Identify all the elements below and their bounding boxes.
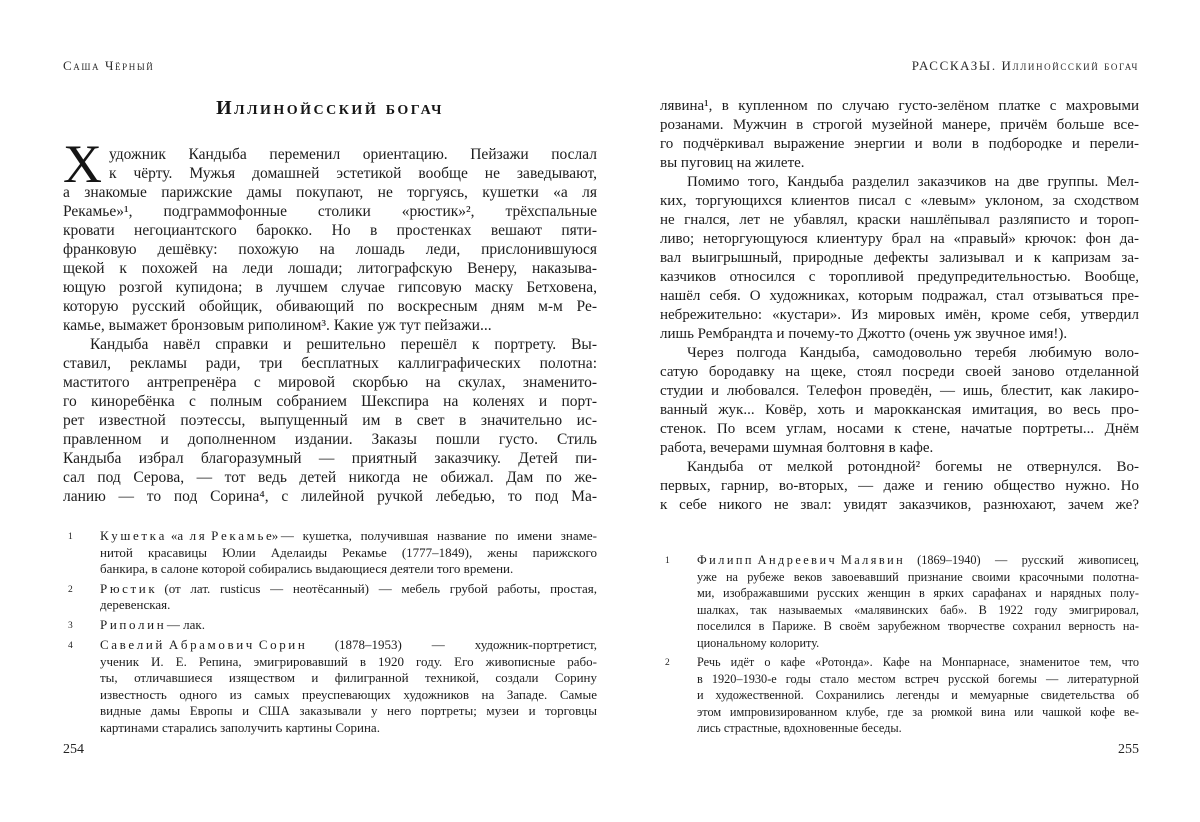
footnotes bbox=[63, 528, 597, 736]
text-line: правленном и дополненном издании. Заказы пошли густо. Стиль bbox=[63, 431, 597, 448]
text-line: го киноребёнка с полным собранием Шекспира на коленях и порт- bbox=[63, 393, 597, 410]
text-line: казчиков относился с торопливой предупредительностью. Вообще, bbox=[660, 269, 1139, 285]
text-line: франковую дешёвку: похожую на лошадь леди, прислонившуюся bbox=[63, 241, 597, 258]
text-line: ставил, рекламы ради, три бесплатных каллиграфических полотна: bbox=[63, 355, 597, 372]
text-line: удожник Кандыба переменил ориентацию. Пейзажи послал bbox=[109, 146, 597, 163]
text-line: сатую бородавку на щеке, стоял посреди своей заново отделанной bbox=[660, 364, 1139, 380]
body-text bbox=[660, 97, 1139, 515]
footnotes bbox=[660, 552, 1139, 737]
text-line: первых, гарнир, во-вторых, — даже и гению общество нужно. Но bbox=[660, 478, 1139, 494]
footnote-text bbox=[100, 617, 597, 635]
body-text bbox=[63, 134, 597, 506]
footnote-marker: 1 bbox=[665, 556, 670, 566]
text-line: вы пуговиц на жилете. bbox=[660, 155, 805, 171]
footnote-text bbox=[697, 552, 1139, 651]
text-line: го подчёркивал выражение энергии и воли в подбородке и перели- bbox=[660, 136, 1139, 152]
footnote bbox=[63, 637, 597, 736]
footnote-line: картинами старались заполучить картины Сорина. bbox=[100, 719, 380, 735]
text-line: работа, вечерами шумная болтовня в кафе. bbox=[660, 440, 934, 456]
footnote-line: Р и п о л и н — лак. bbox=[100, 616, 205, 632]
text-line: сал под Серова, — тот ведь детей никогда не обижал. Дам по же- bbox=[63, 469, 597, 486]
text-line: ливо; неторгующуюся клиентуру брал на «правый» крючок: фон да- bbox=[660, 231, 1139, 247]
text-line: студии и любовался. Телефон проведён, — ишь, блестит, как лакиро- bbox=[660, 383, 1139, 399]
text-line: камье, вымажет бронзовым риполином³. Какие уж тут пейзажи... bbox=[63, 317, 492, 334]
footnote-line: в 1920–1930-е годы стало местом встреч русской богемы — литературной bbox=[697, 671, 1139, 686]
left-page bbox=[63, 58, 597, 757]
footnote-line: и художественной. Сохранились легенды и мемуарные свидетельства об bbox=[697, 688, 1139, 702]
text-line: лявина¹, в купленном по случаю густо-зелёном платке с махровыми bbox=[660, 98, 1139, 114]
footnote-line: шалках, так называемых «малявинских баб». В 1922 году эмигрировал, bbox=[697, 602, 1139, 617]
footnote bbox=[660, 552, 1139, 651]
footnote-line: уже на рубеже веков завоевавший признание своими красочными полотна- bbox=[697, 569, 1139, 584]
paragraph bbox=[660, 97, 1139, 173]
text-line: Помимо того, Кандыба разделил заказчиков на две группы. Мел- bbox=[687, 174, 1139, 190]
footnote-line: Р ю с т и к (от лат. rusticus — неотёсанный) — мебель грубой работы, простая, bbox=[100, 580, 597, 596]
right-page bbox=[660, 58, 1139, 757]
text-line: щекой к похожей на леди лошади; литографскую Венеру, наказыва- bbox=[63, 260, 597, 277]
footnote-line: банкира, в салоне которой собирались выдающиеся деятели того времени. bbox=[100, 561, 514, 576]
footnote-line: видные дамы Европы и США заказывали у него портреты; музеи и торговцы bbox=[100, 703, 597, 718]
text-line: рет известной поэтессы, выпущенный им в свет в значительно ис- bbox=[63, 412, 597, 429]
footnote-line: Речь идёт о кафе «Ротонда». Кафе на Монпарнасе, знаменитое тем, что bbox=[697, 655, 1139, 669]
paragraph bbox=[63, 134, 597, 335]
footnote-marker: 4 bbox=[68, 641, 73, 651]
footnote-marker: 2 bbox=[68, 584, 73, 595]
footnote-text bbox=[100, 637, 597, 736]
page-number: 255 bbox=[1118, 742, 1139, 757]
text-line: маститого антрепренёра с мировой скорбью на скулах, знаменито- bbox=[63, 374, 597, 391]
text-line: ющую розгой купидона; в лучшем случае гипсовую маску Бетховена, bbox=[63, 279, 597, 296]
footnote-line: циональному колориту. bbox=[697, 635, 820, 650]
footnote-line: ученик И. Е. Репина, эмигрировавший в 1920 году. Его живописные рабо- bbox=[100, 653, 597, 669]
footnote-line: этом импровизированном клубе, где за рюмкой вина или чашкой кофе ве- bbox=[697, 704, 1139, 719]
footnote bbox=[63, 617, 597, 635]
text-line: Рекамье»¹, подграммофонные столики «рюстик»², трёхспальные bbox=[63, 203, 597, 220]
text-line: розанами. Мужчин в строгой музейной манере, причём больше все- bbox=[660, 117, 1139, 133]
text-line: к себе никого не звал: увидят заказчиков, разнюхают, зачем же? bbox=[660, 497, 1139, 513]
text-line: Кандыба от мелкой ротондной² богемы не отвернулся. Во- bbox=[687, 459, 1139, 475]
text-line: а знакомые парижские дамы покупают, не торгуясь, кушетки «а ля bbox=[63, 184, 597, 201]
running-head-section: РАССКАЗЫ. Иллинойсский богач bbox=[911, 58, 1139, 73]
footnote-line: ты, отличавшиеся изяществом и филигранной техникой, создали Сорину bbox=[100, 670, 597, 685]
footnote bbox=[63, 581, 597, 614]
footnote-line: деревенская. bbox=[100, 597, 171, 612]
footnote-marker: 2 bbox=[665, 658, 670, 668]
text-line: к чёрту. Мужья домашней эстетикой вообще не заведывают, bbox=[109, 165, 597, 182]
footnote-line: нитой красавицы Юлии Аделаиды Рекамье (1777–1849), жены парижского bbox=[100, 544, 597, 560]
paragraph bbox=[660, 344, 1139, 458]
footnote-text bbox=[100, 581, 597, 614]
text-line: кровати негоциантского барокко. Но в простенках вешают пяти- bbox=[63, 222, 597, 239]
footnote-line: лись страстные, вдохновенные беседы. bbox=[697, 721, 902, 735]
paragraph bbox=[660, 458, 1139, 515]
text-line: стенок. По всем углам, носами к стене, начатые портреты... Днём bbox=[660, 421, 1139, 437]
footnote bbox=[660, 654, 1139, 737]
page-number: 254 bbox=[63, 742, 84, 757]
footnote-line: поселился в Париже. В своём зарубежном творчестве сохранил верность на- bbox=[697, 619, 1139, 633]
text-line: ванный жук... Ковёр, хоть и марокканская имитация, во весь про- bbox=[660, 402, 1139, 418]
drop-cap: Х bbox=[63, 134, 102, 194]
footnote-line: ми, изображавшими русских женщин в ярких сарафанах и нарядных полу- bbox=[697, 586, 1139, 600]
text-line: небрежительно: «кустари». Из мировых имён, кроме себя, утвердил bbox=[660, 307, 1139, 323]
text-line: Кандыба избрал благоразумный — приятный заказчику. Детей пи- bbox=[63, 450, 597, 467]
story-title: Иллинойсский богач bbox=[216, 97, 444, 119]
text-line: Через полгода Кандыба, самодовольно теребя любимую воло- bbox=[687, 345, 1139, 361]
footnote-text bbox=[100, 528, 597, 578]
text-line: вал выигрышный, природные дефекты зализывал и к капризам за- bbox=[660, 250, 1139, 266]
text-line: ких, торгующихся клиентов писал с «левым» уклоном, за сходством bbox=[660, 193, 1139, 209]
footnote-line: К у ш е т к а «а л я Р е к а м ь е» — кушетка, получившая название по имени знаме- bbox=[100, 528, 597, 543]
footnote-line: С а в е л и й А б р а м о в и ч С о р и н (1878–1953) — художник-портретист, bbox=[100, 637, 597, 652]
running-head-author: Саша Чёрный bbox=[63, 58, 155, 73]
text-line: нашёл себя. О художниках, которым подражал, стал отзываться пре- bbox=[660, 288, 1139, 304]
footnote-line: Ф и л и п п А н д р е е в и ч М а л я в и н (1869–1940) — русский живописец, bbox=[697, 553, 1139, 567]
footnote-text bbox=[697, 654, 1139, 737]
footnote-line: известность одного из самых преуспевающих художников на Западе. Самые bbox=[100, 686, 597, 702]
text-line: которую русский обойщик, обивающий по воскресным дням м-м Ре- bbox=[63, 298, 597, 315]
text-line: Кандыба навёл справки и решительно перешёл к портрету. Вы- bbox=[90, 336, 597, 353]
paragraph bbox=[63, 335, 597, 506]
footnote-marker: 1 bbox=[68, 532, 73, 542]
text-line: ланию — то под Сорина⁴, с лилейной ручкой лебедью, то под Ма- bbox=[63, 488, 597, 505]
footnote bbox=[63, 528, 597, 578]
text-line: не гнался, лет не убавлял, краски нашлёпывал разляписто и тороп- bbox=[660, 212, 1139, 228]
paragraph bbox=[660, 173, 1139, 344]
text-line: лишь Рембрандта и почему-то Джотто (очень уж звучное имя!). bbox=[660, 326, 1068, 342]
footnote-marker: 3 bbox=[68, 620, 73, 631]
